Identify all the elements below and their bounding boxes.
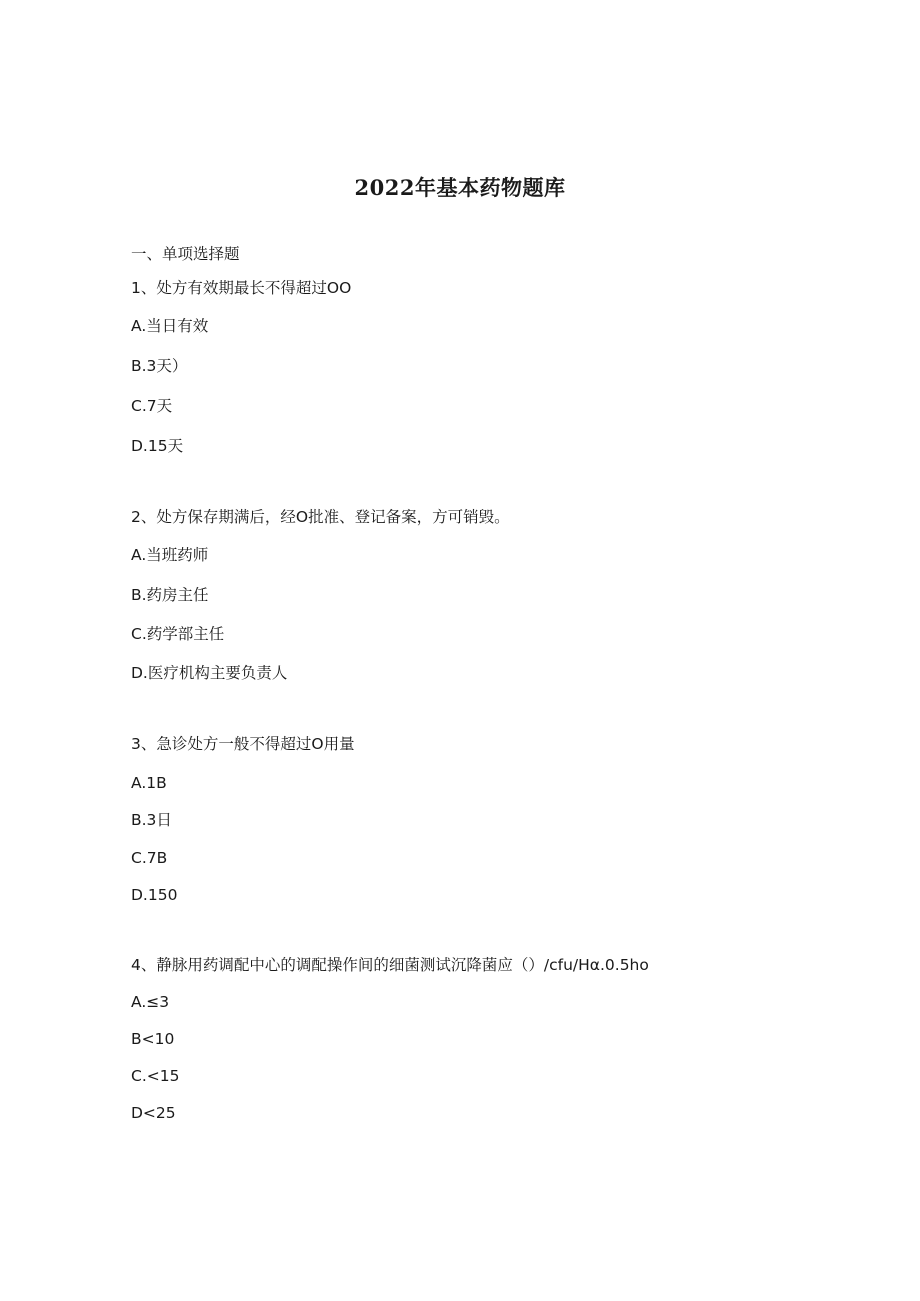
question-3-option-b: B.3日 xyxy=(131,811,172,829)
question-4-option-c: C.<15 xyxy=(131,1067,180,1085)
question-2-option-a: A.当班药师 xyxy=(131,546,209,564)
question-2-option-b: B.药房主任 xyxy=(131,586,209,604)
question-3-option-a: A.1B xyxy=(131,774,167,792)
question-3-stem: 3、急诊处方一般不得超过O用量 xyxy=(131,735,355,753)
section-heading: 一、单项选择题 xyxy=(131,245,240,263)
page-title: 2022年基本药物题库 xyxy=(354,175,566,200)
question-4-option-b: B<10 xyxy=(131,1030,175,1048)
question-2-stem: 2、处方保存期满后，经O批准、登记备案，方可销毁。 xyxy=(131,508,510,526)
question-4-stem: 4、静脉用药调配中心的调配操作间的细菌测试沉降菌应（）/cfu/Hα.0.5ho xyxy=(131,956,649,974)
question-3-option-c: C.7B xyxy=(131,849,168,867)
question-1-option-b: B.3天） xyxy=(131,357,188,375)
question-4-option-a: A.≤3 xyxy=(131,993,170,1011)
question-2-option-c: C.药学部主任 xyxy=(131,625,225,643)
question-1-option-c: C.7天 xyxy=(131,397,173,415)
question-1-option-a: A.当日有效 xyxy=(131,317,209,335)
question-1-stem: 1、处方有效期最长不得超过OO xyxy=(131,279,352,297)
question-3-option-d: D.150 xyxy=(131,886,178,904)
question-4-option-d: D<25 xyxy=(131,1104,176,1122)
question-2-option-d: D.医疗机构主要负责人 xyxy=(131,664,288,682)
question-1-option-d: D.15天 xyxy=(131,437,184,455)
